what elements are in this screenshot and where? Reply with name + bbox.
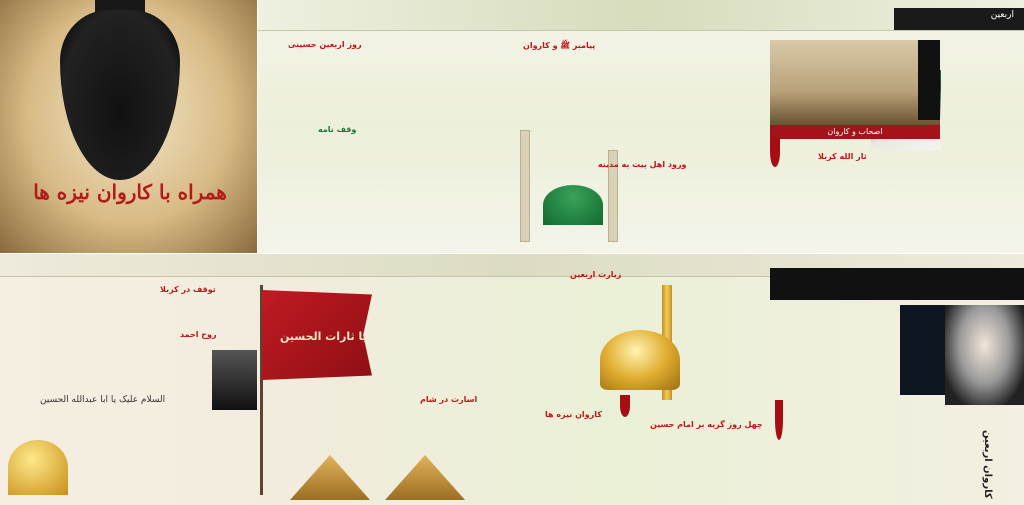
window-photo (900, 305, 948, 395)
text-col-b7 (520, 432, 750, 497)
heading-h1: روز اربعین حسینی (288, 40, 362, 49)
heading-b1: توقف در کربلا (160, 285, 216, 294)
text-col-7 (948, 40, 1020, 245)
text-col-4 (593, 172, 763, 242)
text-col-b1 (10, 297, 250, 327)
bottom-vertical-title: کاروان اربعین (982, 430, 993, 499)
heading-b2: روح احمد (180, 330, 217, 339)
cover-panel (0, 0, 257, 253)
heading-h4: ورود اهل بیت به مدینه (598, 160, 687, 169)
heading-b5: اسارت در شام (420, 395, 478, 404)
heading-h2: پیامبر ﷺ و کاروان (523, 41, 596, 50)
text-col-b5 (375, 408, 505, 458)
flag-text: یا ثارات الحسین (280, 330, 367, 343)
heading-b3: زیارت اربعین (570, 270, 622, 279)
text-col-1 (278, 52, 463, 122)
heading-h3: وقف نامه (318, 125, 357, 134)
text-col-3 (473, 55, 603, 145)
minaret-left-image (520, 130, 530, 242)
heading-h6: ثار الله کربلا (818, 152, 867, 161)
text-col-b6 (520, 285, 610, 360)
text-col-6 (770, 165, 940, 245)
red-title-bar: اصحاب و کاروان (770, 125, 940, 139)
calligraphy-vase-image (60, 10, 180, 180)
golden-dome-image (600, 330, 680, 390)
content-spread (258, 0, 1024, 253)
text-col-b9 (770, 410, 975, 495)
greeting-text: السلام علیک یا ابا عبدالله الحسین (40, 395, 166, 405)
black-pillar-image (918, 40, 940, 120)
blood-drip-2-image (620, 395, 630, 417)
bottom-black-band (770, 268, 1024, 300)
golden-dome-small-image (8, 440, 68, 495)
text-col-b3 (80, 420, 255, 495)
cover-title: همراه با کاروان نیزه ها (33, 180, 227, 204)
text-col-2 (278, 140, 468, 245)
blood-drip-image (770, 137, 780, 167)
heading-b6: چهل روز گریه بر امام حسین (650, 420, 763, 429)
text-col-b2 (10, 342, 205, 387)
leader-portrait-photo (945, 305, 1024, 405)
text-col-5 (698, 40, 768, 150)
text-col-b4 (375, 290, 505, 390)
child-mourner-photo (212, 350, 257, 410)
heading-b4: کاروان نیزه ها (545, 410, 602, 419)
header-band-label: اربعین (990, 10, 1014, 20)
caravan-scene-image (770, 40, 940, 125)
text-col-b8 (770, 305, 895, 400)
